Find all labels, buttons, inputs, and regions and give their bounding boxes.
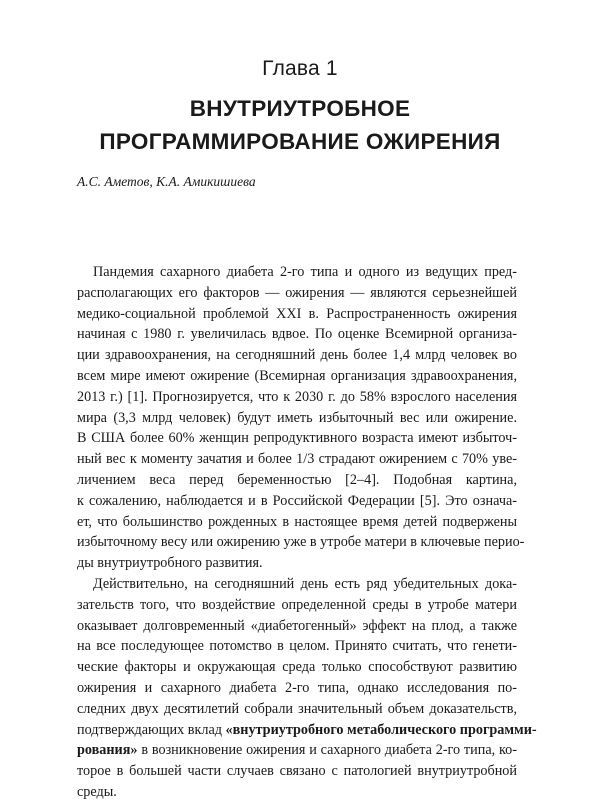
paragraph-1-line: В США более 60% женщин репродуктивного возраста имеют избыточ- (77, 430, 517, 447)
paragraph-2-line: ческие факторы и окружающая среда только способствуют развитию (77, 659, 517, 676)
paragraph-2-line: среды. (77, 783, 117, 800)
paragraph-1-line: располагающих его факторов — ожирения — являются серьезнейшей (77, 284, 517, 301)
paragraph-1-line: к сожалению, наблюдается и в Российской Федерации [5]. Это означа- (77, 492, 517, 509)
paragraph-1-line: ды внутриутробного развития. (77, 555, 263, 572)
chapter-title-line-1: ВНУТРИУТРОБНОЕ (189, 96, 411, 121)
paragraph-2-line: оказывает долговременный «диабетогенный» эффект на плод, а также (77, 617, 517, 634)
paragraph-2-line: на все последующее потомство в целом. Принято считать, что генети- (77, 638, 517, 655)
paragraph-1-line: ет, что большинство рожденных в настоящее время детей подвержены (77, 513, 517, 530)
paragraph-1-line: ный вес к моменту зачатия и более 1/3 страдают ожирением с 70% уве- (77, 451, 517, 468)
paragraph-2-line: следних двух десятилетий собрали значительный объем доказательств, (77, 700, 517, 717)
authors: А.С. Аметов, К.А. Амикишиева (77, 174, 256, 189)
paragraph-2-line: Действительно, на сегодняшний день есть ряд убедительных дока- (93, 575, 517, 592)
paragraph-2-line: торое в большей части случаев связано с патологией внутриутробной (77, 763, 517, 780)
paragraph-1-line: избыточному весу или ожирению уже в утробе матери в ключевые перио- (77, 534, 525, 551)
body-text (77, 262, 537, 803)
paragraph-2-line-with-emphasis (77, 740, 517, 761)
chapter-title-line-2: ПРОГРАММИРОВАНИЕ ОЖИРЕНИЯ (99, 129, 501, 154)
paragraph-1-line: ции здравоохранения, на сегодняшний день более 1,4 млрд человек во (77, 347, 517, 364)
paragraph-1-line: начиная с 1980 г. увеличилась вдвое. По оценке Всемирной организа- (77, 326, 517, 343)
paragraph-1-line: личением веса перед беременностью [2–4]. Подобная картина, (77, 471, 517, 488)
paragraph-2-lead-text: подтверждающих вклад (77, 721, 222, 738)
paragraph-2-line-with-emphasis (77, 720, 537, 741)
paragraph-1-line: Пандемия сахарного диабета 2-го типа и одного из ведущих пред- (93, 264, 517, 280)
paragraph-2-after-emphasis: в возникновение ожирения и сахарного диабета 2-го типа, ко- (137, 742, 517, 759)
chapter-title (0, 92, 600, 158)
emphasis-term: «внутриутробного метаболического программи- (225, 721, 537, 738)
paragraph-2-line: ожирения и сахарного диабета 2-го типа, однако исследования по- (77, 679, 517, 696)
chapter-label: Глава 1 (262, 57, 338, 80)
paragraph-1-line: 2013 г.) [1]. Прогнозируется, что к 2030 г. до 58% взрослого населения (77, 388, 517, 405)
paragraph-1-line: мира (3,3 млрд человек) будут иметь избыточный вес или ожирение. (77, 409, 517, 426)
paragraph-2-line: зательств того, что воздействие определенной среды в утробе матери (77, 596, 517, 613)
paragraph-1-line: медико-социальной проблемой XXI в. Распространенность ожирения (77, 305, 517, 322)
emphasis-term-continued: рования» (77, 742, 138, 759)
paragraph-1-line: всем мире имеют ожирение (Всемирная организация здравоохранения, (77, 367, 517, 384)
